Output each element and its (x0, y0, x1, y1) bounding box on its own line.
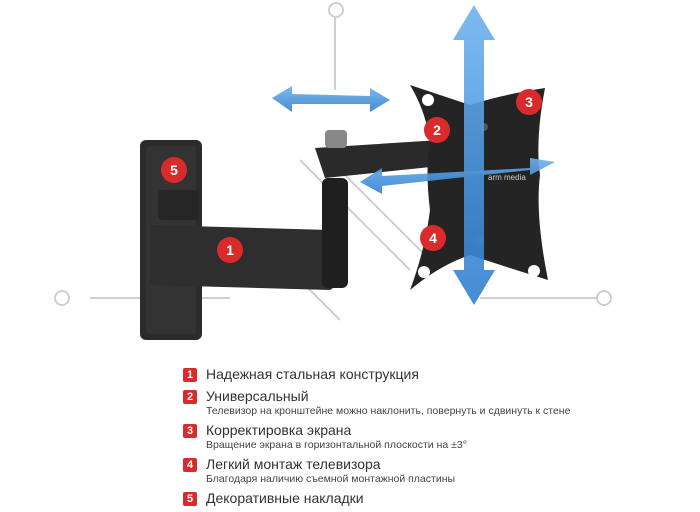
marker-2 (424, 117, 450, 143)
marker-3 (516, 89, 542, 115)
brand-text: arm media (488, 173, 526, 182)
horizontal-arrow-top (272, 86, 390, 112)
svg-text:3: 3 (525, 94, 533, 110)
feature-description: Благодаря наличию съемной монтажной пластины (206, 473, 456, 485)
feature-item-4 (183, 456, 603, 485)
feature-description: Вращение экрана в горизонтальной плоскости на ±3° (206, 439, 467, 451)
feature-item-1 (183, 366, 603, 383)
svg-text:1: 1 (226, 242, 234, 258)
feature-title: Декоративные накладки (206, 490, 364, 506)
feature-number: 4 (183, 458, 197, 472)
feature-title: Надежная стальная конструкция (206, 366, 419, 382)
feature-item-5 (183, 490, 603, 507)
marker-1 (217, 237, 243, 263)
feature-legend (183, 366, 603, 512)
marker-4 (420, 225, 446, 251)
feature-number: 1 (183, 368, 197, 382)
feature-description: Телевизор на кронштейне можно наклонить, повернуть и сдвинуть к стене (206, 405, 571, 417)
feature-item-3 (183, 422, 603, 451)
svg-text:5: 5 (170, 162, 178, 178)
marker-5 (161, 157, 187, 183)
svg-text:2: 2 (433, 122, 441, 138)
svg-text:4: 4 (429, 230, 437, 246)
feature-title: Легкий монтаж телевизора (206, 456, 381, 472)
feature-number: 2 (183, 390, 197, 404)
feature-title: Корректировка экрана (206, 422, 352, 438)
feature-number: 5 (183, 492, 197, 506)
feature-title: Универсальный (206, 388, 309, 404)
feature-item-2 (183, 388, 603, 417)
feature-number: 3 (183, 424, 197, 438)
